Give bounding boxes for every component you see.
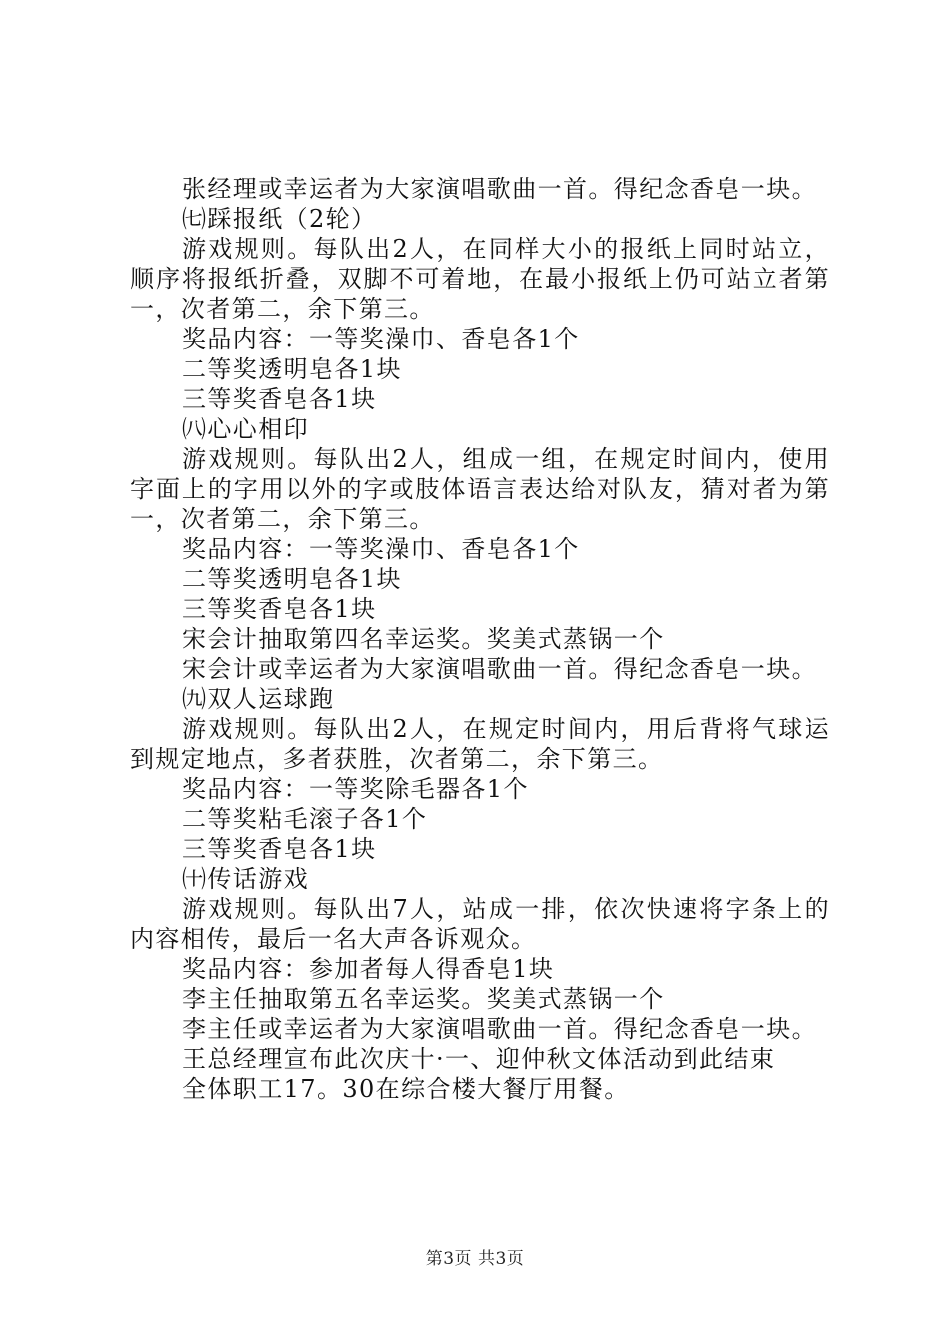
text-line: 游戏规则。每队出2人，在规定时间内，用后背将气球运 [182,715,830,743]
text-line: 奖品内容：参加者每人得香皂1块 [182,955,555,983]
text-line: 李主任或幸运者为大家演唱歌曲一首。得纪念香皂一块。 [182,1015,817,1043]
text-line: 王总经理宣布此次庆十·一、迎仲秋文体活动到此结束 [182,1045,776,1073]
text-line: 二等奖透明皂各1块 [182,565,402,593]
text-line: 奖品内容：一等奖除毛器各1个 [182,775,529,803]
text-line: 一，次者第二，余下第三。 [130,295,435,323]
text-line: 内容相传，最后一名大声各诉观众。 [130,925,537,953]
text-line: 游戏规则。每队出7人，站成一排，依次快速将字条上的 [182,895,830,923]
section-heading: ㈧心心相印 [182,415,309,443]
document-body [130,174,830,1104]
text-line: 宋会计抽取第四名幸运奖。奖美式蒸锅一个 [182,625,665,653]
text-line: 顺序将报纸折叠，双脚不可着地，在最小报纸上仍可站立者第 [130,265,830,293]
page-number-footer: 第3页 共3页 [425,1249,525,1269]
text-line: 游戏规则。每队出2人，在同样大小的报纸上同时站立， [182,235,830,263]
text-line: 三等奖香皂各1块 [182,595,377,623]
section-heading: ㈦踩报纸（2轮） [182,205,377,233]
text-line: 三等奖香皂各1块 [182,835,377,863]
text-line: 游戏规则。每队出2人，组成一组，在规定时间内，使用 [182,445,830,473]
text-line: 奖品内容：一等奖澡巾、香皂各1个 [182,325,580,353]
text-line: 全体职工17。30在综合楼大餐厅用餐。 [182,1075,630,1103]
text-line: 三等奖香皂各1块 [182,385,377,413]
text-line: 二等奖粘毛滚子各1个 [182,805,428,833]
text-line: 二等奖透明皂各1块 [182,355,402,383]
text-line: 宋会计或幸运者为大家演唱歌曲一首。得纪念香皂一块。 [182,655,817,683]
section-heading: ㈨双人运球跑 [182,685,335,713]
text-line: 到规定地点，多者获胜，次者第二，余下第三。 [130,745,664,773]
section-heading: ㈩传话游戏 [182,865,309,893]
text-line: 奖品内容：一等奖澡巾、香皂各1个 [182,535,580,563]
text-line: 张经理或幸运者为大家演唱歌曲一首。得纪念香皂一块。 [182,175,817,203]
text-line: 字面上的字用以外的字或肢体语言表达给对队友，猜对者为第 [130,475,830,503]
text-line: 李主任抽取第五名幸运奖。奖美式蒸锅一个 [182,985,665,1013]
text-line: 一，次者第二，余下第三。 [130,505,435,533]
